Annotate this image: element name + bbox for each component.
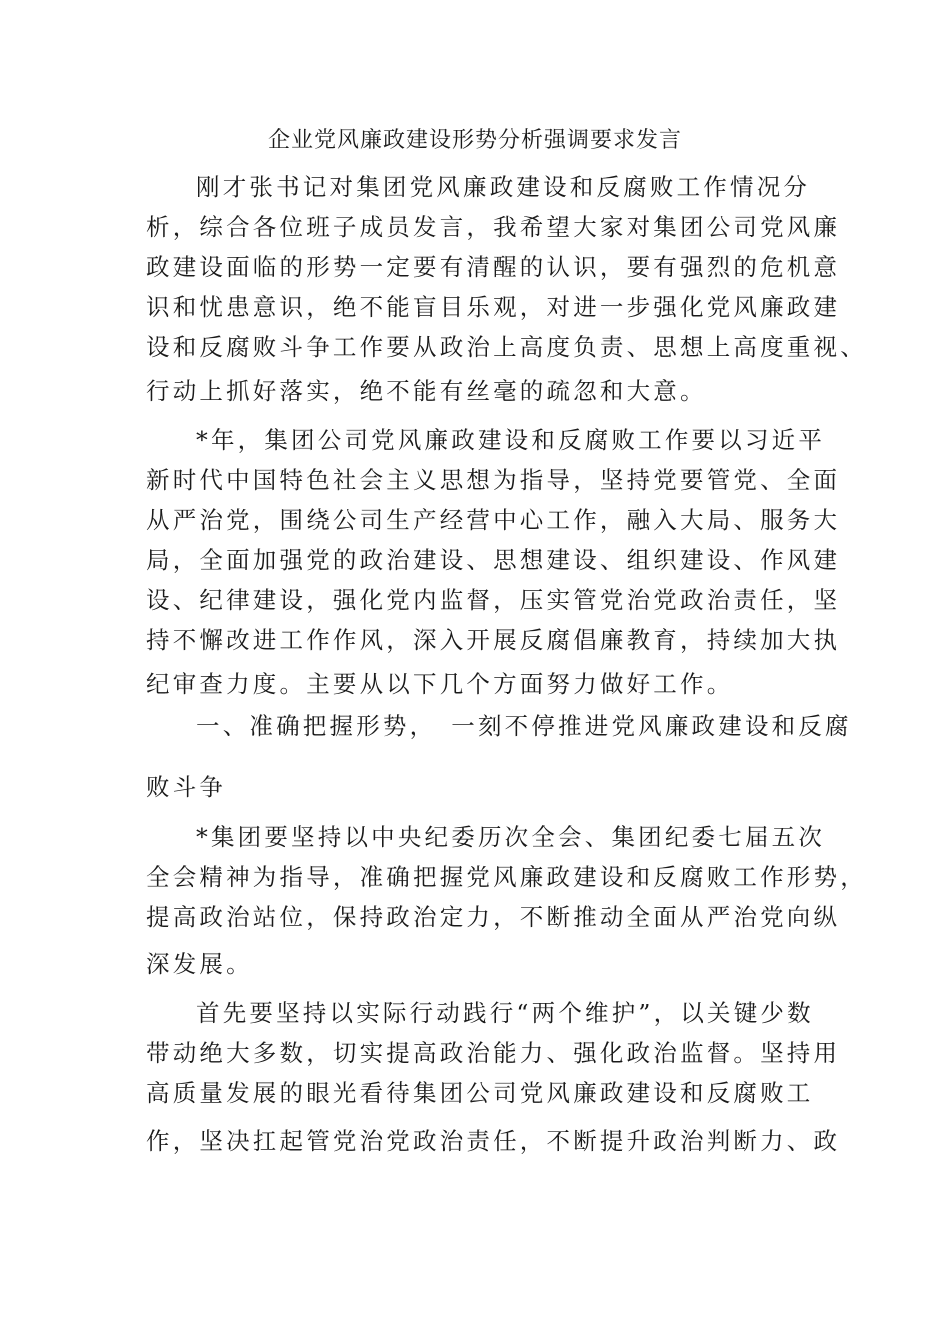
paragraph-line: 政建设面临的形势一定要有清醒的认识，要有强烈的危机意 (146, 253, 841, 281)
paragraph-line: 刚才张书记对集团党风廉政建设和反腐败工作情况分 (196, 173, 811, 201)
paragraph-line: 纪审查力度。主要从以下几个方面努力做好工作。 (146, 670, 734, 698)
paragraph-line: 从严治党，围绕公司生产经营中心工作，融入大局、服务大 (146, 506, 841, 534)
section-heading-line: 败斗争 (146, 773, 227, 801)
paragraph-line: 高质量发展的眼光看待集团公司党风廉政建设和反腐败工 (146, 1079, 814, 1107)
paragraph-line: 首先要坚持以实际行动践行“两个维护”，以关键少数 (196, 999, 814, 1027)
paragraph-line: 行动上抓好落实，绝不能有丝毫的疏忽和大意。 (146, 377, 707, 405)
paragraph-line: *集团要坚持以中央纪委历次全会、集团纪委七届五次 (196, 823, 826, 851)
paragraph-line: 持不懈改进工作作风，深入开展反腐倡廉教育，持续加大执 (146, 626, 841, 654)
paragraph-line: 新时代中国特色社会主义思想为指导，坚持党要管党、全面 (146, 466, 841, 494)
paragraph-line: 作，坚决扛起管党治党政治责任，不断提升政治判断力、政 (146, 1127, 841, 1155)
paragraph-line: 带动绝大多数，切实提高政治能力、强化政治监督。坚持用 (146, 1039, 841, 1067)
paragraph-line: 识和忧患意识，绝不能盲目乐观，对进一步强化党风廉政建 (146, 293, 841, 321)
paragraph-line: *年，集团公司党风廉政建设和反腐败工作要以习近平 (196, 426, 826, 454)
document-title: 企业党风廉政建设形势分析强调要求发言 (267, 128, 682, 153)
paragraph-line: 设、纪律建设，强化党内监督，压实管党治党政治责任，坚 (146, 586, 841, 614)
paragraph-line: 设和反腐败斗争工作要从政治上高度负责、思想上高度重视、 (146, 333, 867, 361)
paragraph-line: 局，全面加强党的政治建设、思想建设、组织建设、作风建 (146, 546, 841, 574)
paragraph-line: 提高政治站位，保持政治定力，不断推动全面从严治党向纵 (146, 903, 841, 931)
paragraph-line: 全会精神为指导，准确把握党风廉政建设和反腐败工作形势， (146, 863, 867, 891)
paragraph-line: 深发展。 (146, 950, 253, 978)
paragraph-line: 析，综合各位班子成员发言，我希望大家对集团公司党风廉 (146, 213, 841, 241)
section-heading-line: 一、准确把握形势， 一刻不停推进党风廉政建设和反腐 (196, 712, 852, 740)
